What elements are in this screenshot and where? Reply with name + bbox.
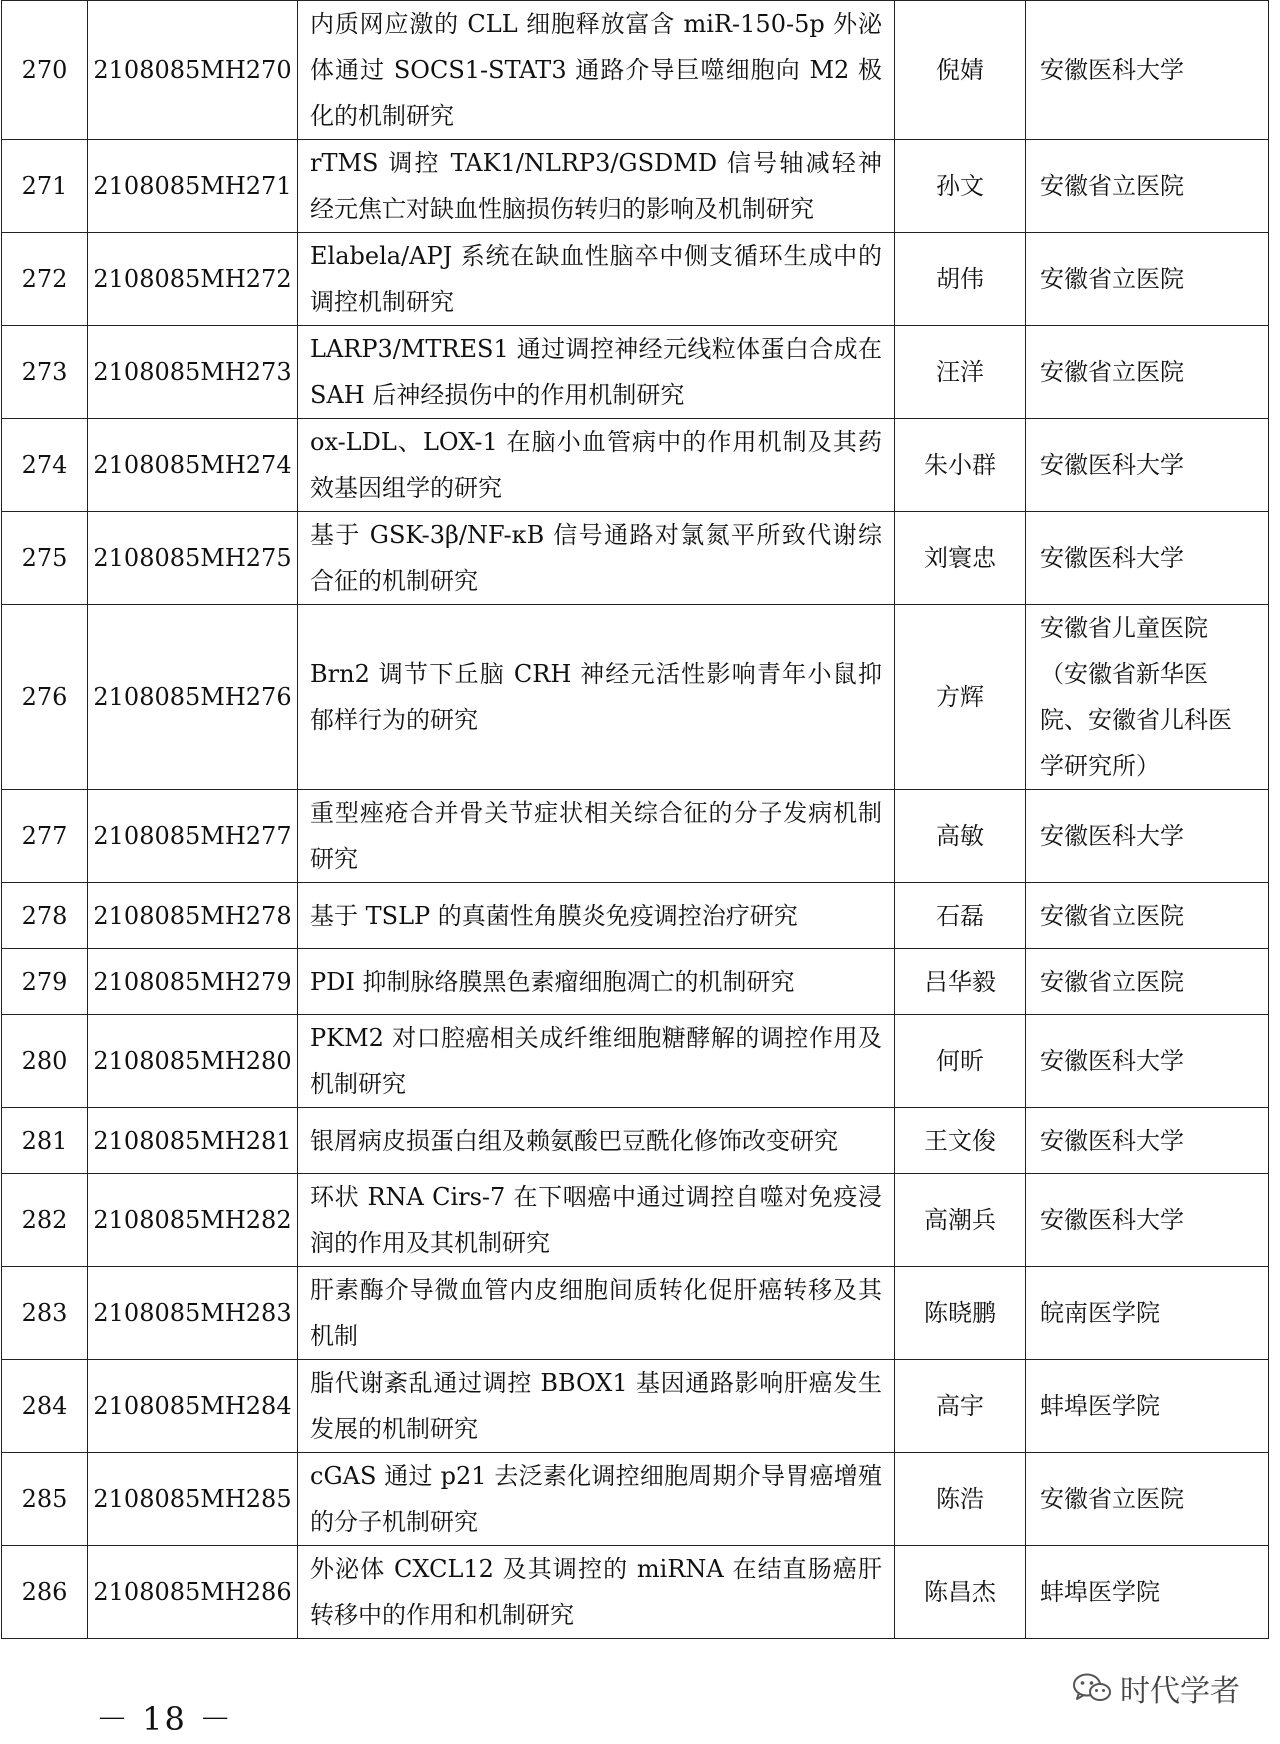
table-row: [2, 1108, 1269, 1174]
table-row: [2, 1360, 1269, 1453]
cell-institution: 蚌埠医学院: [1026, 1360, 1269, 1453]
cell-project-code: 2108085MH271: [88, 140, 298, 233]
cell-project-code: 2108085MH276: [88, 605, 298, 790]
cell-institution: 安徽省立医院: [1026, 883, 1269, 949]
cell-principal-investigator: 孙文: [895, 140, 1026, 233]
table-row: [2, 512, 1269, 605]
cell-index: 276: [2, 605, 88, 790]
cell-project-code: 2108085MH282: [88, 1174, 298, 1267]
table-row: [2, 1, 1269, 140]
cell-project-code: 2108085MH279: [88, 949, 298, 1015]
cell-project-title: 外泌体 CXCL12 及其调控的 miRNA 在结直肠癌肝转移中的作用和机制研究: [298, 1546, 895, 1639]
cell-index: 272: [2, 233, 88, 326]
cell-project-title: 环状 RNA Cirs-7 在下咽癌中通过调控自噬对免疫浸润的作用及其机制研究: [298, 1174, 895, 1267]
cell-project-code: 2108085MH280: [88, 1015, 298, 1108]
cell-index: 285: [2, 1453, 88, 1546]
cell-index: 271: [2, 140, 88, 233]
table-row: [2, 1174, 1269, 1267]
table-row: [2, 233, 1269, 326]
cell-principal-investigator: 汪洋: [895, 326, 1026, 419]
cell-project-code: 2108085MH270: [88, 1, 298, 140]
cell-index: 273: [2, 326, 88, 419]
cell-project-title: rTMS 调控 TAK1/NLRP3/GSDMD 信号轴减轻神经元焦亡对缺血性脑损伤转归的影响及机制研究: [298, 140, 895, 233]
cell-index: 278: [2, 883, 88, 949]
cell-principal-investigator: 吕华毅: [895, 949, 1026, 1015]
cell-project-code: 2108085MH278: [88, 883, 298, 949]
cell-principal-investigator: 朱小群: [895, 419, 1026, 512]
cell-principal-investigator: 何昕: [895, 1015, 1026, 1108]
cell-project-code: 2108085MH286: [88, 1546, 298, 1639]
cell-institution: 安徽省立医院: [1026, 949, 1269, 1015]
wechat-icon: [1072, 1672, 1112, 1704]
cell-project-title: Brn2 调节下丘脑 CRH 神经元活性影响青年小鼠抑郁样行为的研究: [298, 605, 895, 790]
cell-project-title: ox-LDL、LOX-1 在脑小血管病中的作用机制及其药效基因组学的研究: [298, 419, 895, 512]
cell-institution: 安徽医科大学: [1026, 790, 1269, 883]
cell-index: 270: [2, 1, 88, 140]
cell-institution: 安徽省立医院: [1026, 140, 1269, 233]
cell-principal-investigator: 石磊: [895, 883, 1026, 949]
page-number: － 18 －: [96, 1700, 234, 1738]
cell-principal-investigator: 高潮兵: [895, 1174, 1026, 1267]
cell-project-code: 2108085MH273: [88, 326, 298, 419]
cell-principal-investigator: 高宇: [895, 1360, 1026, 1453]
cell-index: 283: [2, 1267, 88, 1360]
cell-institution: 安徽省立医院: [1026, 233, 1269, 326]
cell-principal-investigator: 陈浩: [895, 1453, 1026, 1546]
cell-project-title: 肝素酶介导微血管内皮细胞间质转化促肝癌转移及其机制: [298, 1267, 895, 1360]
table-row: [2, 140, 1269, 233]
cell-project-title: 内质网应激的 CLL 细胞释放富含 miR-150-5p 外泌体通过 SOCS1-STAT3 通路介导巨噬细胞向 M2 极化的机制研究: [298, 1, 895, 140]
cell-index: 275: [2, 512, 88, 605]
cell-principal-investigator: 陈晓鹏: [895, 1267, 1026, 1360]
cell-project-code: 2108085MH285: [88, 1453, 298, 1546]
cell-institution: 安徽省儿童医院（安徽省新华医院、安徽省儿科医学研究所）: [1026, 605, 1269, 790]
watermark-text: 时代学者: [1120, 1674, 1240, 1709]
table-row: [2, 1267, 1269, 1360]
cell-index: 281: [2, 1108, 88, 1174]
cell-principal-investigator: 刘寰忠: [895, 512, 1026, 605]
cell-project-code: 2108085MH283: [88, 1267, 298, 1360]
cell-institution: 安徽医科大学: [1026, 419, 1269, 512]
project-table: [1, 0, 1269, 1639]
watermark: [1072, 1666, 1240, 1710]
table-row: [2, 790, 1269, 883]
cell-project-title: 重型痤疮合并骨关节症状相关综合征的分子发病机制研究: [298, 790, 895, 883]
cell-project-title: 脂代谢紊乱通过调控 BBOX1 基因通路影响肝癌发生发展的机制研究: [298, 1360, 895, 1453]
cell-institution: 安徽省立医院: [1026, 326, 1269, 419]
table-row: [2, 1015, 1269, 1108]
cell-principal-investigator: 王文俊: [895, 1108, 1026, 1174]
table-row: [2, 326, 1269, 419]
cell-institution: 蚌埠医学院: [1026, 1546, 1269, 1639]
cell-institution: 安徽医科大学: [1026, 1015, 1269, 1108]
cell-project-code: 2108085MH272: [88, 233, 298, 326]
cell-project-title: 银屑病皮损蛋白组及赖氨酸巴豆酰化修饰改变研究: [298, 1108, 895, 1174]
cell-project-code: 2108085MH281: [88, 1108, 298, 1174]
cell-principal-investigator: 高敏: [895, 790, 1026, 883]
cell-institution: 安徽医科大学: [1026, 1174, 1269, 1267]
cell-index: 279: [2, 949, 88, 1015]
cell-principal-investigator: 倪婧: [895, 1, 1026, 140]
project-table-body: [2, 1, 1269, 1639]
table-row: [2, 1546, 1269, 1639]
cell-project-title: 基于 TSLP 的真菌性角膜炎免疫调控治疗研究: [298, 883, 895, 949]
cell-principal-investigator: 陈昌杰: [895, 1546, 1026, 1639]
cell-index: 284: [2, 1360, 88, 1453]
cell-index: 286: [2, 1546, 88, 1639]
cell-index: 280: [2, 1015, 88, 1108]
cell-project-code: 2108085MH284: [88, 1360, 298, 1453]
table-row: [2, 949, 1269, 1015]
cell-institution: 安徽医科大学: [1026, 1, 1269, 140]
cell-project-title: cGAS 通过 p21 去泛素化调控细胞周期介导胃癌增殖的分子机制研究: [298, 1453, 895, 1546]
cell-index: 277: [2, 790, 88, 883]
cell-project-code: 2108085MH275: [88, 512, 298, 605]
cell-project-title: 基于 GSK-3β/NF-κB 信号通路对氯氮平所致代谢综合征的机制研究: [298, 512, 895, 605]
table-row: [2, 605, 1269, 790]
cell-project-title: PKM2 对口腔癌相关成纤维细胞糖酵解的调控作用及机制研究: [298, 1015, 895, 1108]
cell-index: 282: [2, 1174, 88, 1267]
table-row: [2, 883, 1269, 949]
cell-institution: 安徽医科大学: [1026, 1108, 1269, 1174]
cell-principal-investigator: 方辉: [895, 605, 1026, 790]
cell-project-code: 2108085MH274: [88, 419, 298, 512]
cell-project-code: 2108085MH277: [88, 790, 298, 883]
cell-institution: 皖南医学院: [1026, 1267, 1269, 1360]
cell-project-title: LARP3/MTRES1 通过调控神经元线粒体蛋白合成在 SAH 后神经损伤中的作用机制研究: [298, 326, 895, 419]
cell-project-title: Elabela/APJ 系统在缺血性脑卒中侧支循环生成中的调控机制研究: [298, 233, 895, 326]
table-row: [2, 1453, 1269, 1546]
cell-institution: 安徽省立医院: [1026, 1453, 1269, 1546]
cell-project-title: PDI 抑制脉络膜黑色素瘤细胞凋亡的机制研究: [298, 949, 895, 1015]
cell-index: 274: [2, 419, 88, 512]
table-row: [2, 419, 1269, 512]
cell-institution: 安徽医科大学: [1026, 512, 1269, 605]
cell-principal-investigator: 胡伟: [895, 233, 1026, 326]
